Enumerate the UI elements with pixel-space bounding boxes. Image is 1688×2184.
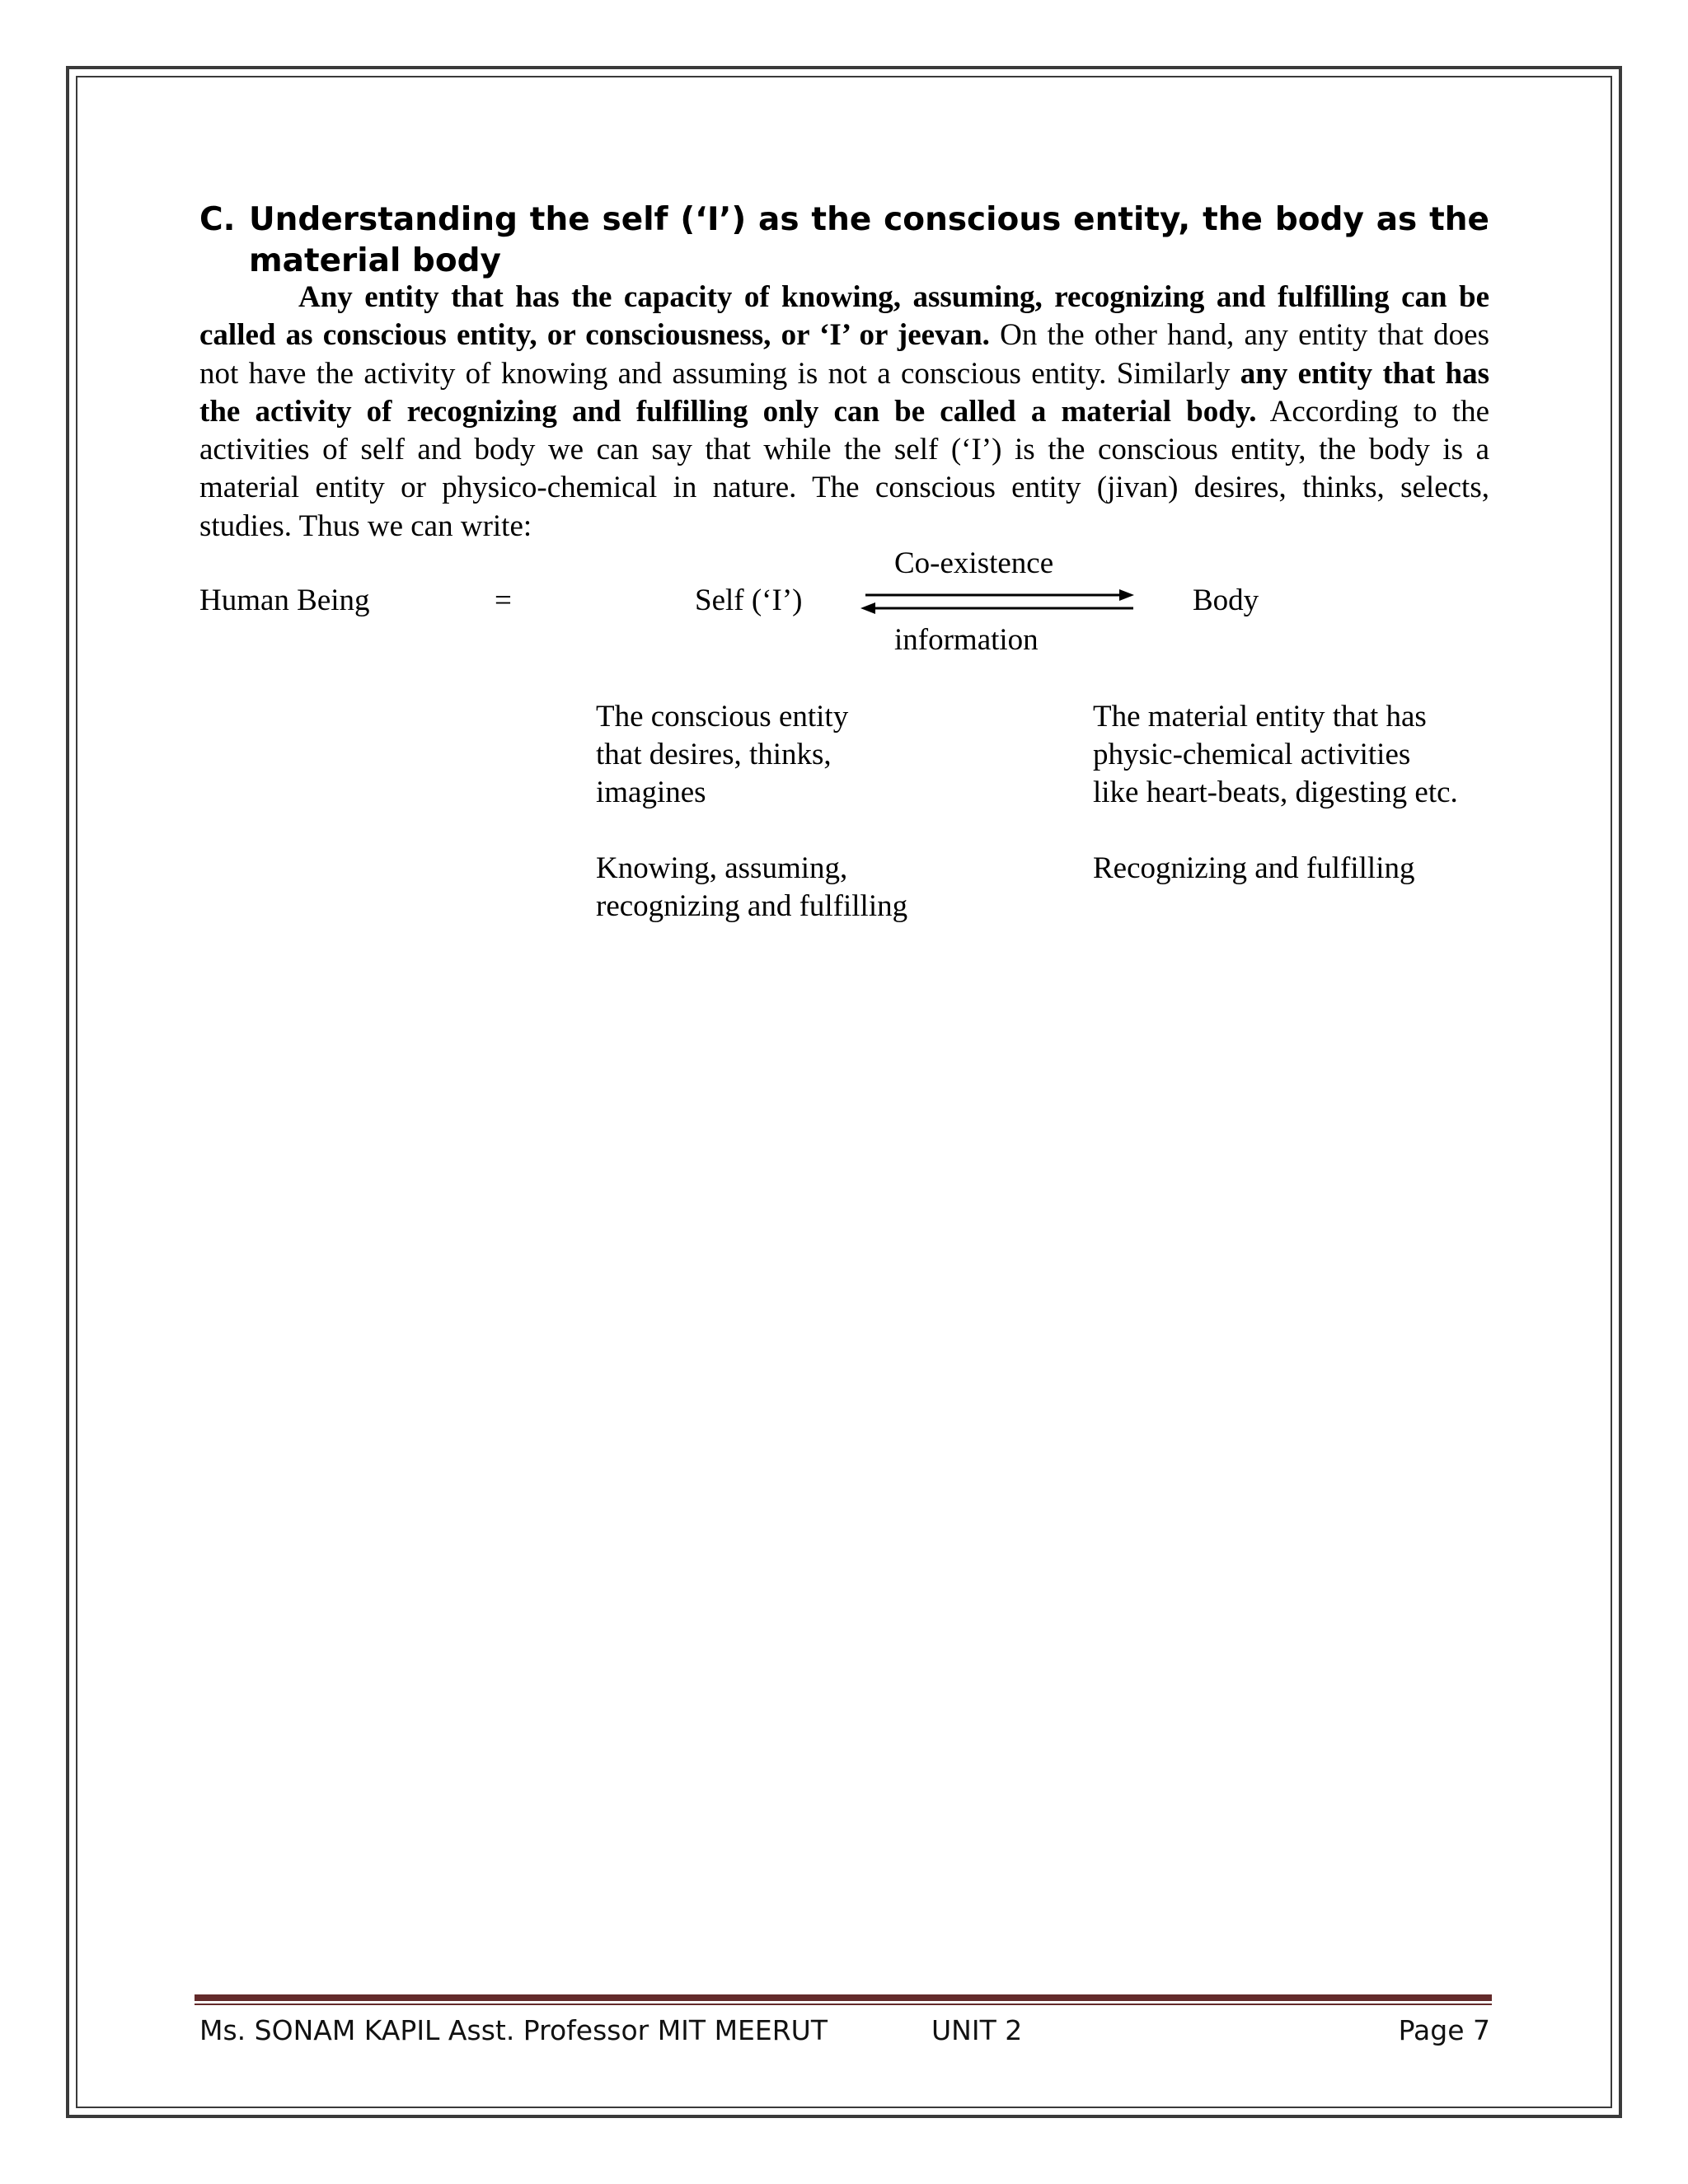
equation-equals: =	[495, 583, 512, 617]
body-activities	[1093, 850, 1414, 888]
paragraph-text-1: On the other hand, any entity that does not have the activity of knowing and assuming is not a conscious entity. Similarly	[199, 318, 1489, 391]
self-description-line: imagines	[596, 776, 706, 809]
arrow-label-top: Co-existence	[894, 546, 1054, 580]
footer-author: Ms. SONAM KAPIL Asst. Professor MIT MEERUT	[199, 2014, 828, 2046]
self-activities-line: recognizing and fulfilling	[596, 889, 908, 923]
footer-divider	[195, 1994, 1492, 2006]
self-description-line: that desires, thinks,	[596, 738, 832, 771]
bidirectional-arrow-icon	[857, 583, 1137, 620]
definition-conscious-entity: Any entity that has the capacity of knowing, assuming, recognizing and fulfilling can be called as conscious entity, or consciousness, or ‘I’ or jeevan.	[199, 280, 1489, 353]
self-description-line: The conscious entity	[596, 700, 849, 733]
body-description	[1093, 698, 1458, 812]
equation-lhs: Human Being	[199, 583, 370, 617]
body-activities-line: Recognizing and fulfilling	[1093, 851, 1415, 885]
section-letter: C.	[199, 201, 236, 238]
self-activities-line: Knowing, assuming,	[596, 851, 848, 885]
paragraph-text-2: According to the activities of self and body we can say that while the self (‘I’) is the conscious entity, the body is a material entity or physico-chemical in nature. The conscious entity (jivan) desires, thinks, selects, studies. Thus we can write:	[199, 394, 1489, 543]
footer-page-number: Page 7	[1398, 2014, 1490, 2046]
body-paragraph	[199, 279, 1489, 546]
equation-self: Self (‘I’)	[695, 583, 803, 617]
definition-material-body: any entity that has the activity of recognizing and fulfilling only can be called a material body.	[199, 356, 1489, 429]
arrow-label-bottom: information	[894, 623, 1039, 657]
section-heading	[199, 199, 1489, 282]
equation-body: Body	[1193, 583, 1259, 617]
section-title: Understanding the self (‘I’) as the conscious entity, the body as the material body	[249, 201, 1489, 279]
body-description-line: The material entity that has	[1093, 700, 1427, 733]
footer-unit: UNIT 2	[931, 2014, 1023, 2046]
body-description-line: like heart-beats, digesting etc.	[1093, 776, 1458, 809]
self-activities	[596, 850, 907, 926]
body-description-line: physic-chemical activities	[1093, 738, 1411, 771]
self-description	[596, 698, 848, 812]
